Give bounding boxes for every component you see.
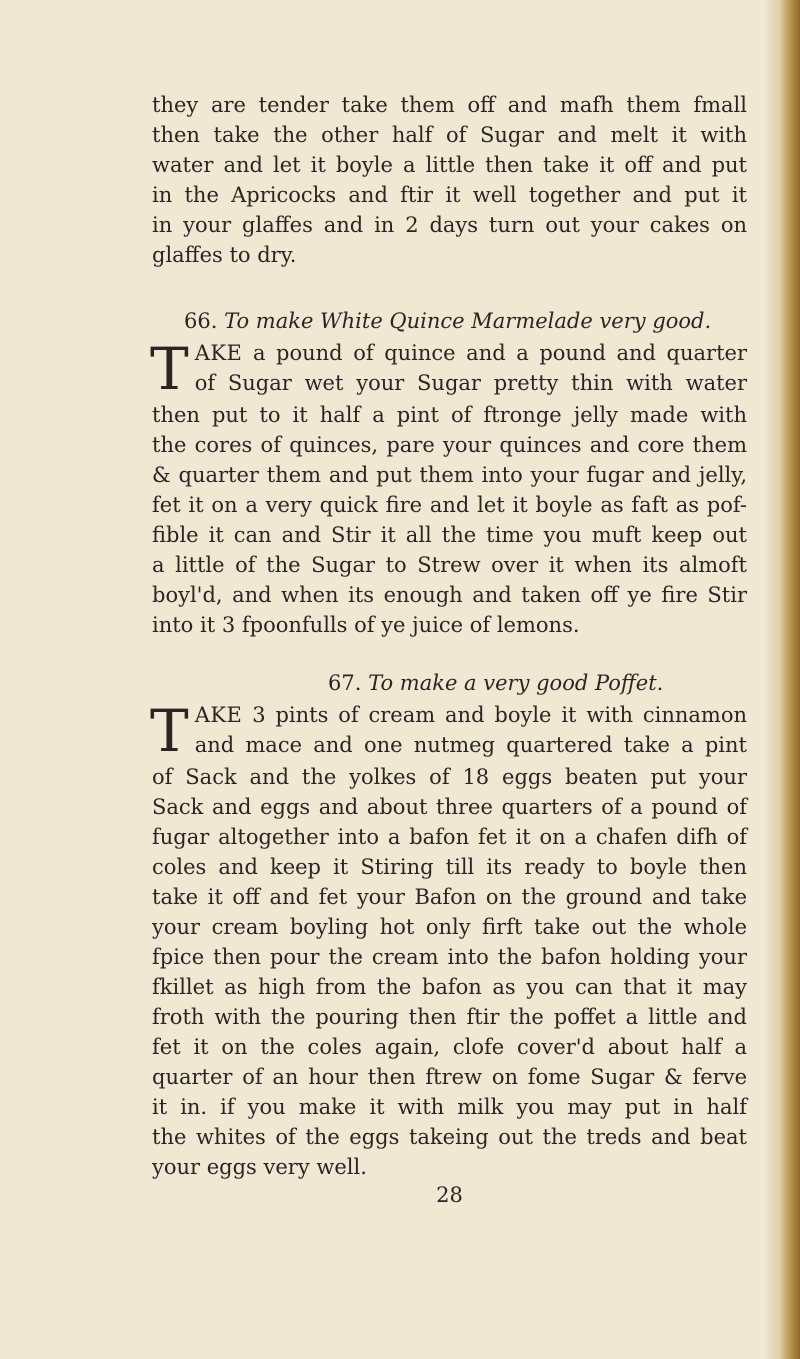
intro-line: glaffes to dry.	[152, 243, 297, 267]
recipe-67-line: fugar altogether into a bafon fet it on a chafen difh of	[152, 825, 747, 849]
page-number: 28	[436, 1183, 463, 1207]
intro-line: in your glaffes and in 2 days turn out your cakes on	[152, 213, 747, 237]
recipe-67-first-word: AKE	[194, 703, 243, 727]
recipe-67-line-text: 3 pints of cream and boyle it with cinnamon	[252, 703, 747, 727]
recipe-67-line: and mace and one nutmeg quartered take a pint	[194, 733, 747, 757]
recipe-67-line: froth with the pouring then ftir the poffet a little and	[152, 1005, 747, 1029]
recipe-66-line-text: a pound of quince and a pound and quarter	[252, 341, 747, 365]
intro-line: then take the other half of Sugar and melt it with	[152, 123, 747, 147]
recipe-66-title: To make White Quince Marmelade very good.	[224, 309, 712, 333]
recipe-66-line: & quarter them and put them into your fugar and jelly,	[152, 463, 747, 487]
recipe-67-heading	[328, 668, 747, 698]
recipe-67-line: fet it on the coles again, clofe cover'd about half a	[152, 1035, 747, 1059]
recipe-67-line: the whites of the eggs takeing out the treds and beat	[152, 1125, 747, 1149]
intro-line: they are tender take them off and mafh them fmall	[152, 93, 747, 117]
recipe-66-line: then put to it half a pint of ftronge jelly made with	[152, 403, 747, 427]
recipe-67-title: To make a very good Poffet.	[368, 671, 664, 695]
recipe-67-line	[152, 700, 747, 730]
recipe-67-line: of Sack and the yolkes of 18 eggs beaten put your	[152, 765, 747, 789]
recipe-66-line: of Sugar wet your Sugar pretty thin with water	[194, 371, 747, 395]
recipe-66-heading	[184, 306, 747, 336]
recipe-66-body	[150, 335, 747, 640]
intro-line: water and let it boyle a little then take it off and put	[152, 153, 747, 177]
recipe-67-line: coles and keep it Stiring till its ready to boyle then	[152, 855, 747, 879]
recipe-66-line: a little of the Sugar to Strew over it when its almoft	[152, 553, 747, 577]
intro-paragraph	[152, 90, 747, 270]
recipe-66-line: into it 3 fpoonfulls of ye juice of lemons.	[152, 613, 580, 637]
recipe-67-line: quarter of an hour then ftrew on fome Sugar & ferve	[152, 1065, 747, 1089]
recipe-67-line: fpice then pour the cream into the bafon holding your	[152, 945, 747, 969]
recipe-67-line: Sack and eggs and about three quarters of a pound of	[152, 795, 747, 819]
recipe-66-line	[152, 338, 747, 368]
recipe-66-line: boyl'd, and when its enough and taken off ye fire Stir	[152, 583, 747, 607]
page-edge-binding	[778, 0, 800, 1359]
recipe-67-number: 67.	[328, 671, 362, 695]
recipe-66-first-word: AKE	[194, 341, 243, 365]
recipe-66-number: 66.	[184, 309, 218, 333]
recipe-67-line: your cream boyling hot only firft take out the whole	[152, 915, 747, 939]
recipe-67-line: fkillet as high from the bafon as you can that it may	[152, 975, 747, 999]
recipe-66-line: the cores of quinces, pare your quinces and core them	[152, 433, 747, 457]
recipe-67-line: your eggs very well.	[152, 1155, 367, 1179]
recipe-67-dropcap: T	[150, 697, 189, 765]
recipe-66-dropcap: T	[150, 335, 189, 403]
page-gutter-shadow	[764, 0, 778, 1359]
text-column	[152, 90, 747, 1208]
recipe-67-body	[150, 697, 747, 1182]
recipe-67-line: take it off and fet your Bafon on the ground and take	[152, 885, 747, 909]
recipe-66-line: fible it can and Stir it all the time you muft keep out	[152, 523, 747, 547]
intro-line: in the Apricocks and ftir it well together and put it	[152, 183, 747, 207]
recipe-67-line: it in. if you make it with milk you may put in half	[152, 1095, 747, 1119]
recipe-66-line: fet it on a very quick fire and let it boyle as faft as pof-	[152, 493, 747, 517]
